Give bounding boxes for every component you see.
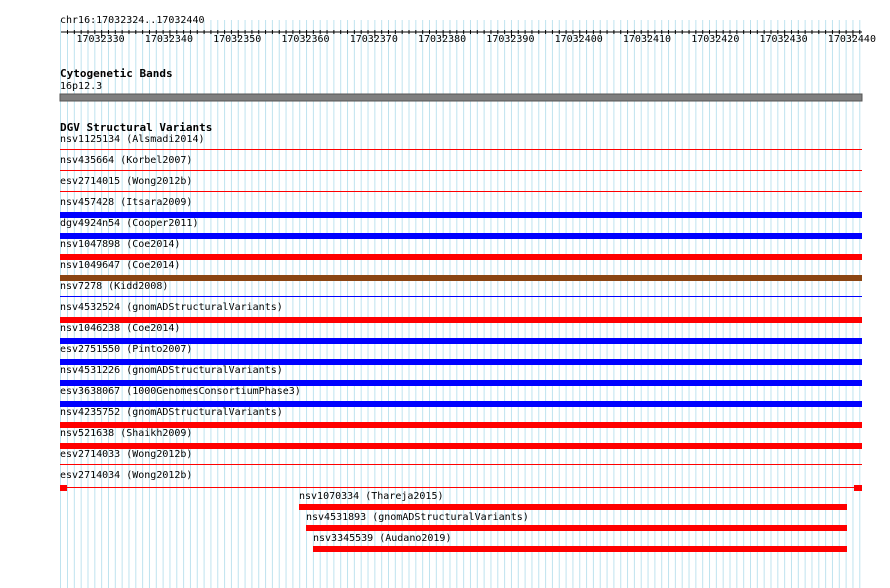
variant-bar[interactable] — [60, 149, 862, 150]
ruler-tick-label: 17032330 — [76, 34, 125, 45]
ruler-tick-label: 17032360 — [281, 34, 330, 45]
variant-bar-block[interactable] — [854, 485, 862, 491]
variant-label[interactable]: esv2714034 (Wong2012b) — [60, 470, 193, 481]
variant-label[interactable]: nsv7278 (Kidd2008) — [60, 281, 169, 292]
variant-label[interactable]: nsv1047898 (Coe2014) — [60, 239, 181, 250]
variant-bar-block[interactable] — [60, 485, 67, 491]
ruler-tick-label: 17032420 — [691, 34, 740, 45]
variant-label[interactable]: nsv1070334 (Thareja2015) — [299, 491, 444, 502]
ruler-tick-label: 17032340 — [144, 34, 193, 45]
cytoband-label[interactable]: 16p12.3 — [60, 81, 103, 92]
variant-bar[interactable] — [60, 191, 862, 192]
ruler-tick-label: 17032400 — [554, 34, 603, 45]
variant-bar-connector[interactable] — [60, 487, 862, 488]
ruler-tick-label: 17032430 — [759, 34, 808, 45]
ruler-tick-label: 17032370 — [349, 34, 398, 45]
variant-label[interactable]: nsv3345539 (Audano2019) — [313, 533, 452, 544]
variant-label[interactable]: nsv435664 (Korbel2007) — [60, 155, 193, 166]
ruler-tick-label: 17032380 — [418, 34, 467, 45]
ruler-tick-label: 17032410 — [622, 34, 672, 45]
ruler-location: chr16:17032324..17032440 — [60, 15, 205, 26]
variant-label[interactable]: nsv4235752 (gnomADStructuralVariants) — [60, 407, 283, 418]
variant-label[interactable]: esv3638067 (1000GenomesConsortiumPhase3) — [60, 386, 301, 397]
variant-bar[interactable] — [299, 504, 847, 510]
ruler-tick-label: 17032350 — [213, 34, 262, 45]
variant-bar[interactable] — [60, 275, 862, 281]
variant-label[interactable]: esv2751550 (Pinto2007) — [60, 344, 193, 355]
variant-label[interactable]: dgv4924n54 (Cooper2011) — [60, 218, 199, 229]
ruler-tick-label: 17032390 — [486, 34, 535, 45]
dgv-track-title: DGV Structural Variants — [60, 121, 213, 134]
variant-bar[interactable] — [60, 464, 862, 465]
variant-label[interactable]: nsv4531893 (gnomADStructuralVariants) — [306, 512, 529, 523]
variant-label[interactable]: nsv1049647 (Coe2014) — [60, 260, 181, 271]
variant-label[interactable]: nsv1046238 (Coe2014) — [60, 323, 181, 334]
variant-bar[interactable] — [60, 296, 862, 297]
variant-label[interactable]: nsv457428 (Itsara2009) — [60, 197, 193, 208]
variant-label[interactable]: nsv521638 (Shaikh2009) — [60, 428, 193, 439]
variant-bar[interactable] — [313, 546, 847, 552]
variant-label[interactable]: esv2714033 (Wong2012b) — [60, 449, 193, 460]
variant-bar[interactable] — [306, 525, 847, 531]
variant-label[interactable]: nsv4531226 (gnomADStructuralVariants) — [60, 365, 283, 376]
variant-label[interactable]: esv2714015 (Wong2012b) — [60, 176, 193, 187]
cytoband-bar[interactable] — [60, 94, 862, 101]
variant-label[interactable]: nsv4532524 (gnomADStructuralVariants) — [60, 302, 283, 313]
cytoband-track-title: Cytogenetic Bands — [60, 67, 173, 80]
variant-label[interactable]: nsv1125134 (Alsmadi2014) — [60, 134, 205, 145]
variant-bar[interactable] — [60, 170, 862, 171]
ruler-tick-label: 17032440 — [827, 34, 876, 45]
